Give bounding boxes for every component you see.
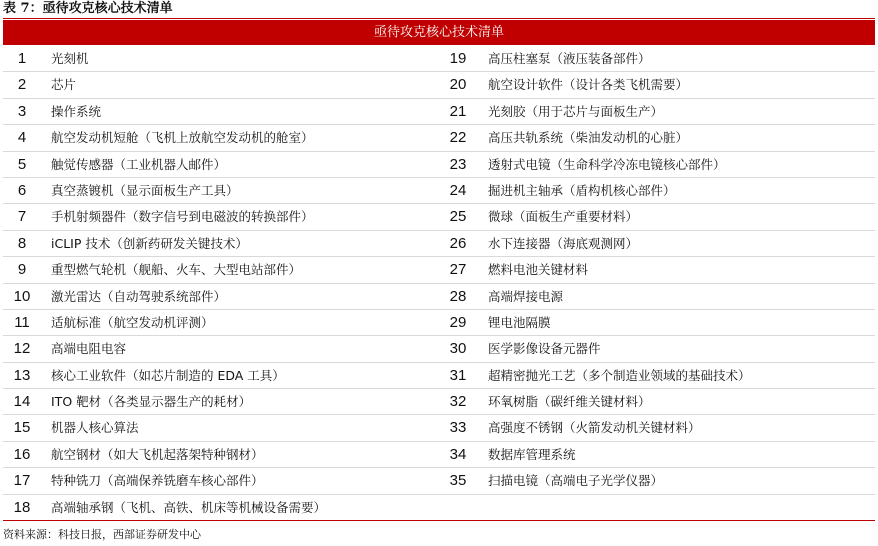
item-number: 7	[17, 208, 27, 226]
item-number: 23	[449, 155, 467, 173]
item-number: 27	[449, 261, 467, 279]
item-number: 2	[17, 76, 27, 94]
item-number: 34	[449, 445, 467, 463]
item-number: 30	[449, 340, 467, 358]
table-row	[3, 389, 875, 415]
item-name: 高压柱塞泵（液压装备部件）	[488, 51, 651, 66]
item-name: 航空发动机短舱（飞机上放航空发动机的舱室）	[51, 130, 314, 146]
table-row	[3, 336, 875, 362]
table-row	[3, 442, 875, 468]
table-row	[3, 152, 875, 178]
item-name: 高端电阻电容	[51, 341, 127, 357]
table-header: 亟待攻克核心技术清单	[3, 20, 875, 45]
technology-table	[3, 46, 875, 521]
item-name: 高强度不锈钢（火箭发动机关键材料）	[488, 420, 701, 436]
table-row	[3, 310, 875, 336]
item-name: 微球（面板生产重要材料）	[488, 209, 639, 225]
item-name: 真空蒸镀机（显示面板生产工具）	[51, 182, 239, 198]
item-number: 26	[449, 234, 467, 252]
item-number: 9	[17, 261, 27, 279]
table-row	[3, 46, 875, 72]
item-name: 机器人核心算法	[51, 420, 139, 436]
item-name: 触觉传感器（工业机器人邮件）	[51, 156, 227, 172]
item-number: 3	[17, 102, 27, 120]
item-number: 31	[449, 366, 467, 384]
item-number: 25	[449, 208, 467, 226]
item-number: 1	[17, 50, 27, 67]
table-row	[3, 468, 875, 494]
table-row	[3, 363, 875, 389]
table-row	[3, 125, 875, 151]
table-row	[3, 415, 875, 441]
item-name: 光刻机	[51, 51, 89, 66]
item-name: 超精密抛光工艺（多个制造业领域的基础技术）	[488, 367, 751, 383]
table-row	[3, 178, 875, 204]
item-name: 激光雷达（自动驾驶系统部件）	[51, 288, 227, 304]
item-number: 24	[449, 181, 467, 199]
item-name: 高压共轨系统（柴油发动机的心脏）	[488, 130, 689, 146]
item-number: 22	[449, 129, 467, 147]
item-number: 10	[13, 287, 31, 305]
item-number: 15	[13, 419, 31, 437]
item-name: 特种铣刀（高端保养铣磨车核心部件）	[51, 473, 264, 489]
item-name: 扫描电镜（高端电子光学仪器）	[488, 473, 664, 489]
item-name: 高端轴承钢（飞机、高铁、机床等机械设备需要）	[51, 499, 327, 515]
item-number: 11	[14, 313, 30, 331]
item-number	[443, 495, 473, 520]
item-number: 5	[17, 155, 27, 173]
item-name: 环氧树脂（碳纤维关键材料）	[488, 394, 651, 410]
item-number: 14	[13, 393, 31, 411]
item-number: 18	[13, 498, 31, 516]
table-row	[3, 99, 875, 125]
item-name: 掘进机主轴承（盾构机核心部件）	[488, 182, 676, 198]
item-number: 29	[449, 313, 467, 331]
item-name: 燃料电池关键材料	[488, 262, 589, 278]
item-number: 20	[449, 76, 467, 94]
table-caption: 表 7：亟待攻克核心技术清单	[3, 1, 173, 16]
table-row	[3, 495, 875, 521]
item-number: 4	[17, 129, 27, 147]
item-name: 芯片	[51, 77, 77, 93]
item-number: 33	[449, 419, 467, 437]
item-number: 21	[449, 102, 467, 120]
item-name: 航空设计软件（设计各类飞机需要）	[488, 77, 689, 93]
item-name: 光刻胶（用于芯片与面板生产）	[488, 103, 664, 119]
table-row	[3, 284, 875, 310]
item-number: 28	[449, 287, 467, 305]
item-name: 医学影像设备元器件	[488, 341, 601, 357]
source-note: 资料来源：科技日报，西部证券研发中心	[3, 528, 201, 541]
item-name: 高端焊接电源	[488, 288, 564, 304]
item-number: 35	[449, 472, 467, 490]
item-name: 航空钢材（如大飞机起落架特种钢材）	[51, 446, 264, 462]
item-name: 透射式电镜（生命科学冷冻电镜核心部件）	[488, 156, 726, 172]
item-number: 19	[449, 50, 467, 67]
table-row	[3, 204, 875, 230]
item-name: 数据库管理系统	[488, 446, 576, 462]
item-name: 重型燃气轮机（舰船、火车、大型电站部件）	[51, 262, 302, 278]
item-number: 32	[449, 393, 467, 411]
item-name: ITO 靶材（各类显示器生产的耗材）	[51, 394, 252, 410]
table-row	[3, 257, 875, 283]
item-number: 6	[17, 181, 27, 199]
table-row	[3, 231, 875, 257]
item-name: 操作系统	[51, 103, 102, 119]
item-number: 12	[13, 340, 31, 358]
caption-divider	[3, 18, 875, 19]
item-number: 16	[13, 445, 31, 463]
item-name: 适航标准（航空发动机评测）	[51, 314, 214, 330]
item-name: 核心工业软件（如芯片制造的 EDA 工具）	[51, 367, 285, 383]
table-row	[3, 72, 875, 98]
item-number: 17	[13, 472, 31, 490]
item-number: 13	[13, 366, 31, 384]
item-number: 8	[17, 234, 27, 252]
item-name: iCLIP 技术（创新药研发关键技术）	[51, 235, 248, 251]
item-name: 水下连接器（海底观测网）	[488, 235, 639, 251]
item-name: 锂电池隔膜	[488, 314, 551, 330]
item-name: 手机射频器件（数字信号到电磁波的转换部件）	[51, 209, 314, 225]
